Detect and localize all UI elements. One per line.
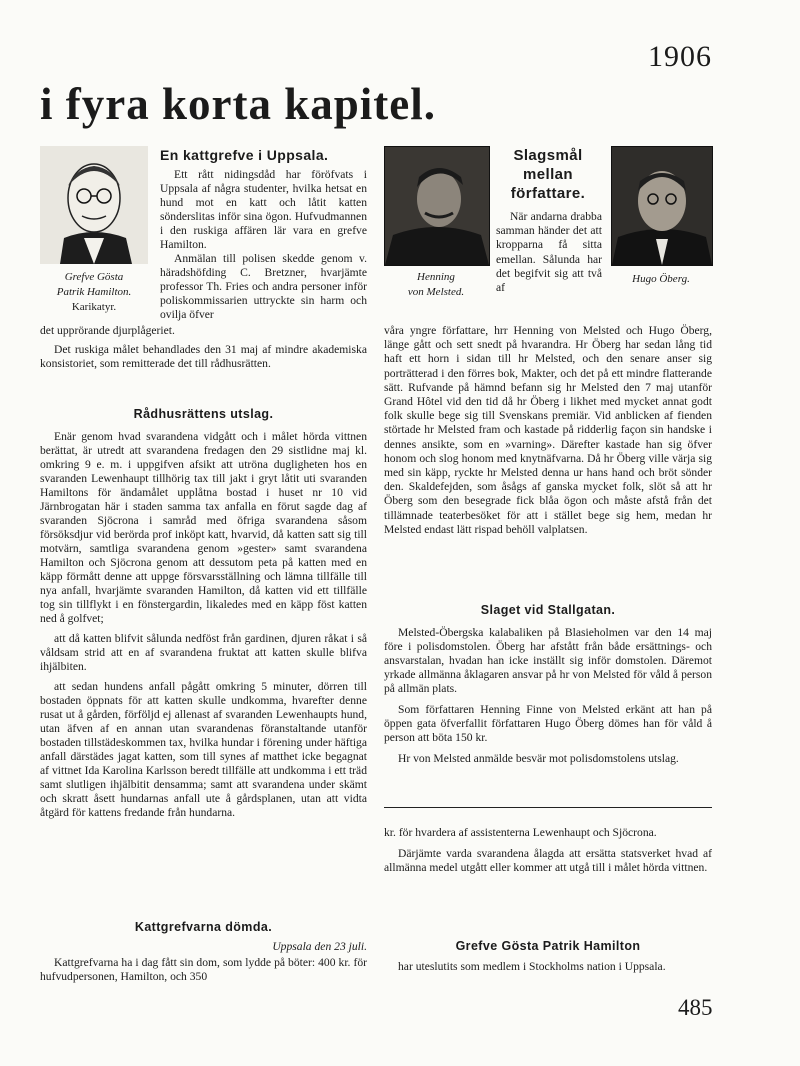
paragraph: När andarna drabba samman händer det att kropparna få sitta emellan. Sålunda har det begifvit sig att två af [496, 210, 602, 295]
paragraph: Melsted-Öbergska kalabaliken på Blasieholmen var den 14 maj före i polisdomstolen. Öberg har afstått från både ersättnings- och ansvarstalan, hvadan han icke inställt sig inför domstolen. Däremot yrkade allmänna åklagaren ansvar på hr von Melsted för våld å person på allmän plats. [384, 626, 712, 695]
slagsmal-article [384, 324, 712, 537]
paragraph: att sedan hundens anfall pågått omkring 5 minuter, dörren till bostaden öppnats för att katten skulle undkomma, hvarefter denne rusat ut å gården, förföljd ej allenast af svaranden Lewenhaupts hund, utan äfven af en annan utan svarandenas föranstaltande utanför bostaden tillstädeskommen tax, hvilka hundar i förening under häftiga anfall därstädes jagat katten, som till synes af matthet icke begagnat af vittnet Ida Karolina Karlsson beredt tillfälle att undkomma i ett träd samt slutligen ihjälbitit densamma; samt att svarandena under skämt och skratt åsett hundarnas anfall ute å gårdsplanen, utan att vidta åtgärd för kattens fredande från hundarna. [40, 680, 367, 819]
section-title: En kattgrefve i Uppsala. [160, 147, 329, 163]
photo-melsted [384, 146, 490, 266]
paragraph: att då katten blifvit sålunda nedföst från gardinen, djuren råkat i så våldsam strid att en af svarandena fruktat att katten skulle blifva ihjälbiten. [40, 632, 367, 673]
paragraph: Enär genom hvad svarandena vidgått och i målet hörda vittnen berättat, är utredt att svarandena fredagen den 29 sistlidne maj kl. omkring 9 e. m. i uppgifven afsikt att utröna dugligheten hos en svaranden Lewenhaupt tillhörig tax till jakt i gryt låtit uti svaranden Hamiltons för ändamålet upplåtna bostad i huset nr 10 vid Järnbrogatan här i staden samma tax anfalla en förut sagde dag af svaranden Sjöcrona i samråd med öfriga svarandena såsom försöksdjur vid berörda prof inköpt katt, hvarvid, då katten satt sig till motvärn, samtliga svarandena genom »gester» samt svarandena Hamilton och Sjöcrona genom att dessutom peta på katten med en käpp förmått denne att uppge försvarsställning och lämna tillfälle till nya anfall, hvarjämte svaranden Hamilton, då katten vid ett tillfälle tog sin tillflykt i en fönstergardin, likaledes med en käpp föst katten ned å golfvet; [40, 430, 367, 625]
caricature-hamilton [40, 146, 148, 264]
paragraph: Ett rått nidingsdåd har föröfvats i Uppsala af några studenter, hvilka hetsat en hund mot en katt och låtit katten sönderslitas inför sina ögon. Hufvudmannen i den ruskiga affären lär vara en grefve Hamilton. [160, 168, 367, 251]
page-headline: i fyra korta kapitel. [40, 79, 436, 129]
page-year: 1906 [648, 40, 712, 73]
section-title: Grefve Gösta Patrik Hamilton [455, 939, 641, 953]
radhus-article [40, 430, 367, 820]
title-line: mellan [523, 166, 573, 183]
paragraph: våra yngre författare, hrr Henning von Melsted och Hugo Öberg, länge gått och sett snedt på hvarandra. Hr Öberg har sedan lång tid haft ett horn i sidan till hr Melsted, och den senare anser sig porträtterad i den förres bok, Makter, och det på ett mindre flatterande sätt. Rufvande på hämnd befann sig hr Melsted den 7 maj utanför Grand Hôtel vid den tid då hr Öberg i likhet med mycket annat godt folk skulle bege sig till Svenskans premiär. Vid anblicken af fienden störtade hr Melsted fram och kastade på ridderlig façon sin handske i dennes ansikte, som en »varning». Därefter kastade han sig öfver honom och slog honom med knytnäfvarna. Då hr Öberg ville värja sig med sin käpp, ryckte hr Melsted denna ur hans hand och bröt sönder den. Skaldefejden, som åsågs af ganska mycket folk, slöt så att hr Öberg som den besegrade fick blåa ögon och måste afstå från det tillämnade teaterbesöket för att i stället bege sig hem, medan hr Melsted endast lätt rispad behöll valplatsen. [384, 324, 712, 536]
stallgatan-article [384, 626, 712, 766]
paragraph: Hr von Melsted anmälde besvär mot polisdomstolens utslag. [398, 752, 679, 765]
photo-caption-oberg: Hugo Öberg. [632, 273, 690, 285]
page-number: 485 [678, 995, 713, 1020]
paragraph: kr. för hvardera af assistenterna Lewenhaupt och Sjöcrona. [384, 826, 657, 839]
caption-line: Patrik Hamilton. [56, 286, 132, 298]
dateline: Uppsala den 23 juli. [272, 940, 367, 953]
section-title: Slaget vid Stallgatan. [480, 603, 616, 617]
photo-caption-melsted [384, 270, 488, 300]
caricature-caption [40, 270, 148, 315]
section-title [494, 146, 602, 203]
katt-article [160, 168, 367, 322]
title-line: Slagsmål [513, 147, 583, 164]
caption-line: Grefve Gösta [64, 271, 124, 283]
continued-article [384, 826, 712, 875]
section-title: Kattgrefvarna dömda. [134, 920, 273, 934]
hamilton-article [384, 960, 712, 974]
caption-line: Henning [417, 271, 455, 283]
paragraph: Därjämte varda svarandena ålagda att ersätta statsverket hvad af allmänna medel utgått eller kommer att utgå till i målet hörda vittnen. [384, 847, 712, 874]
paragraph: Anmälan till polisen skedde genom v. häradshöfding C. Bretzner, hvarjämte professor Th. Fries och andra personer inför poliskommissarien uttryckte sin harm och ovilja öfver [160, 252, 367, 321]
divider [384, 807, 712, 808]
slagsmal-lead [496, 210, 602, 295]
paragraph: det upprörande djurplågeriet. [40, 324, 175, 337]
title-line: författare. [510, 185, 586, 202]
paragraph: Det ruskiga målet behandlades den 31 maj af mindre akademiska konsistoriet, som remitterade det till rådhusrätten. [40, 343, 367, 370]
paragraph: har uteslutits som medlem i Stockholms nation i Uppsala. [398, 960, 666, 973]
katt-article-cont [40, 324, 367, 371]
caption-line: Karikatyr. [71, 301, 117, 313]
caption-line: von Melsted. [407, 286, 465, 298]
section-title: Rådhusrättens utslag. [133, 407, 274, 421]
paragraph: Kattgrefvarna ha i dag fått sin dom, som lydde på böter: 400 kr. för hufvudpersonen, Hamilton, och 350 [40, 956, 367, 983]
paragraph: Som författaren Henning Finne von Melsted erkänt att han på öppen gata öfverfallit författaren Hugo Öberg dömes han för våld å person att böta 150 kr. [384, 703, 712, 744]
photo-oberg [611, 146, 713, 266]
domda-article [40, 940, 367, 984]
